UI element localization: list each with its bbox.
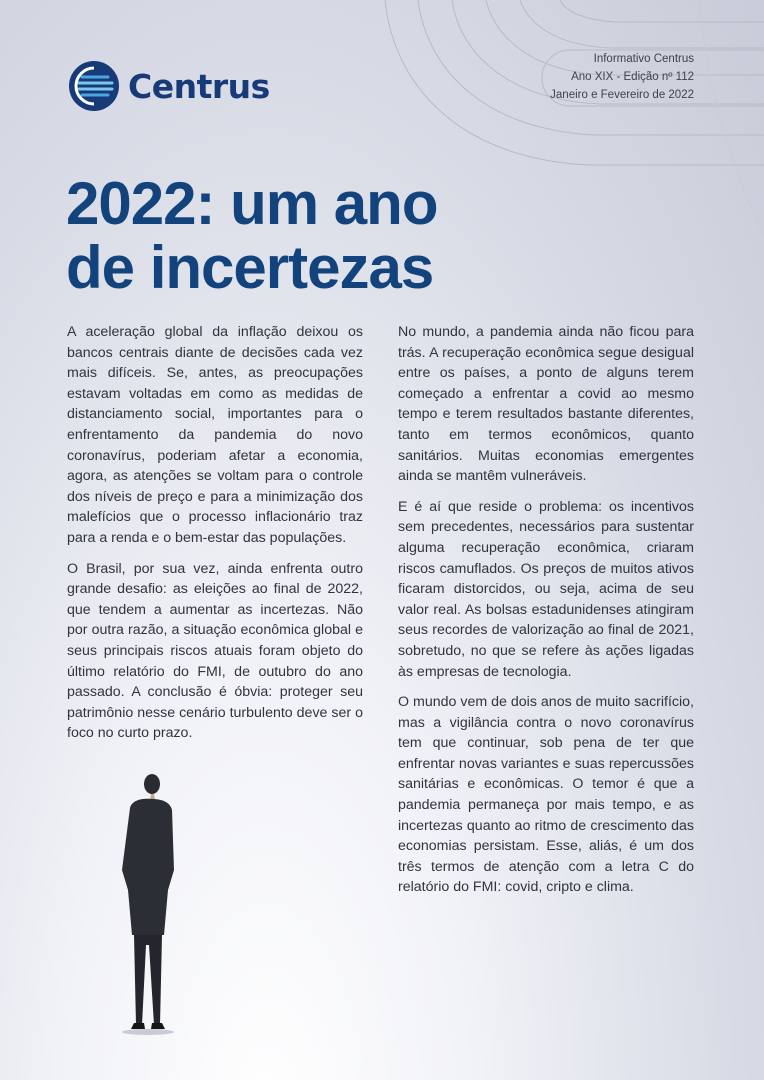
logo-wordmark: Centrus	[128, 66, 270, 106]
issue-info	[550, 50, 694, 104]
title-line-1: 2022: um ano	[66, 170, 438, 237]
paragraph: O mundo vem de dois anos de muito sacrifício, mas a vigilância contra o novo coronavírus tem que continuar, sob pena de ter que enfrentar novas variantes e suas repercussões sanitárias e econômicas. O temor é que a pandemia permaneça por mais tempo, e as incertezas quanto ao ritmo de crescimento das economias persistam. Esse, aliás, é um dos três termos de atenção com a letra C do relatório do FMI: covid, cripto e clima.	[398, 694, 694, 896]
article-right-column	[398, 322, 694, 908]
page-title	[66, 172, 437, 300]
centrus-logo	[68, 60, 270, 112]
paragraph: E é aí que reside o problema: os incentivos sem precedentes, necessários para sustentar alguma recuperação econômica, criaram riscos camuflados. Os preços de muitos ativos ficaram distorcidos, ou seja, acima de seu valor real. As bolsas estadunidenses atingiram seus recordes de valorização ao final de 2021, sobretudo, no que se refere às ações ligadas às empresas de tecnologia.	[398, 498, 694, 680]
paragraph: No mundo, a pandemia ainda não ficou para trás. A recuperação econômica segue desigual entre os países, a ponto de alguns terem começado a enfrentar a covid ao mesmo tempo e terem resultados bastante diferentes, tanto em termos econômicos, quanto sanitários. Muitas economias emergentes ainda se mantêm vulneráveis.	[398, 324, 694, 485]
paragraph: O Brasil, por sua vez, ainda enfrenta outro grande desafio: as eleições ao final de 2022, que tendem a aumentar as incertezas. Não por outra razão, a situação econômica global e seus principais riscos atuais foram objeto do último relatório do FMI, de outubro do ano passado. A conclusão é óbvia: proteger seu patrimônio nesse cenário turbulento deve ser o foco no curto prazo.	[67, 560, 363, 742]
title-line-2: de incertezas	[66, 234, 434, 301]
edition-number: Ano XIX - Edição nº 112	[571, 71, 694, 83]
paragraph: A aceleração global da inflação deixou os bancos centrais diante de decisões cada vez mais difíceis. Se, antes, as preocupações estavam voltadas em como as medidas de distanciamento social, importantes para o enfrentamento da pandemia do novo coronavírus, poderiam afetar a economia, agora, as atenções se voltam para o controle dos níveis de preço e para a minimização dos malefícios que o processo inflacionário traz para a renda e o bem-estar das populações.	[67, 324, 363, 546]
businessman-illustration	[118, 770, 178, 1035]
centrus-logo-icon	[68, 60, 120, 112]
article-left-column	[67, 322, 363, 754]
publication-name: Informativo Centrus	[593, 53, 694, 65]
issue-date: Janeiro e Fevereiro de 2022	[550, 89, 694, 101]
